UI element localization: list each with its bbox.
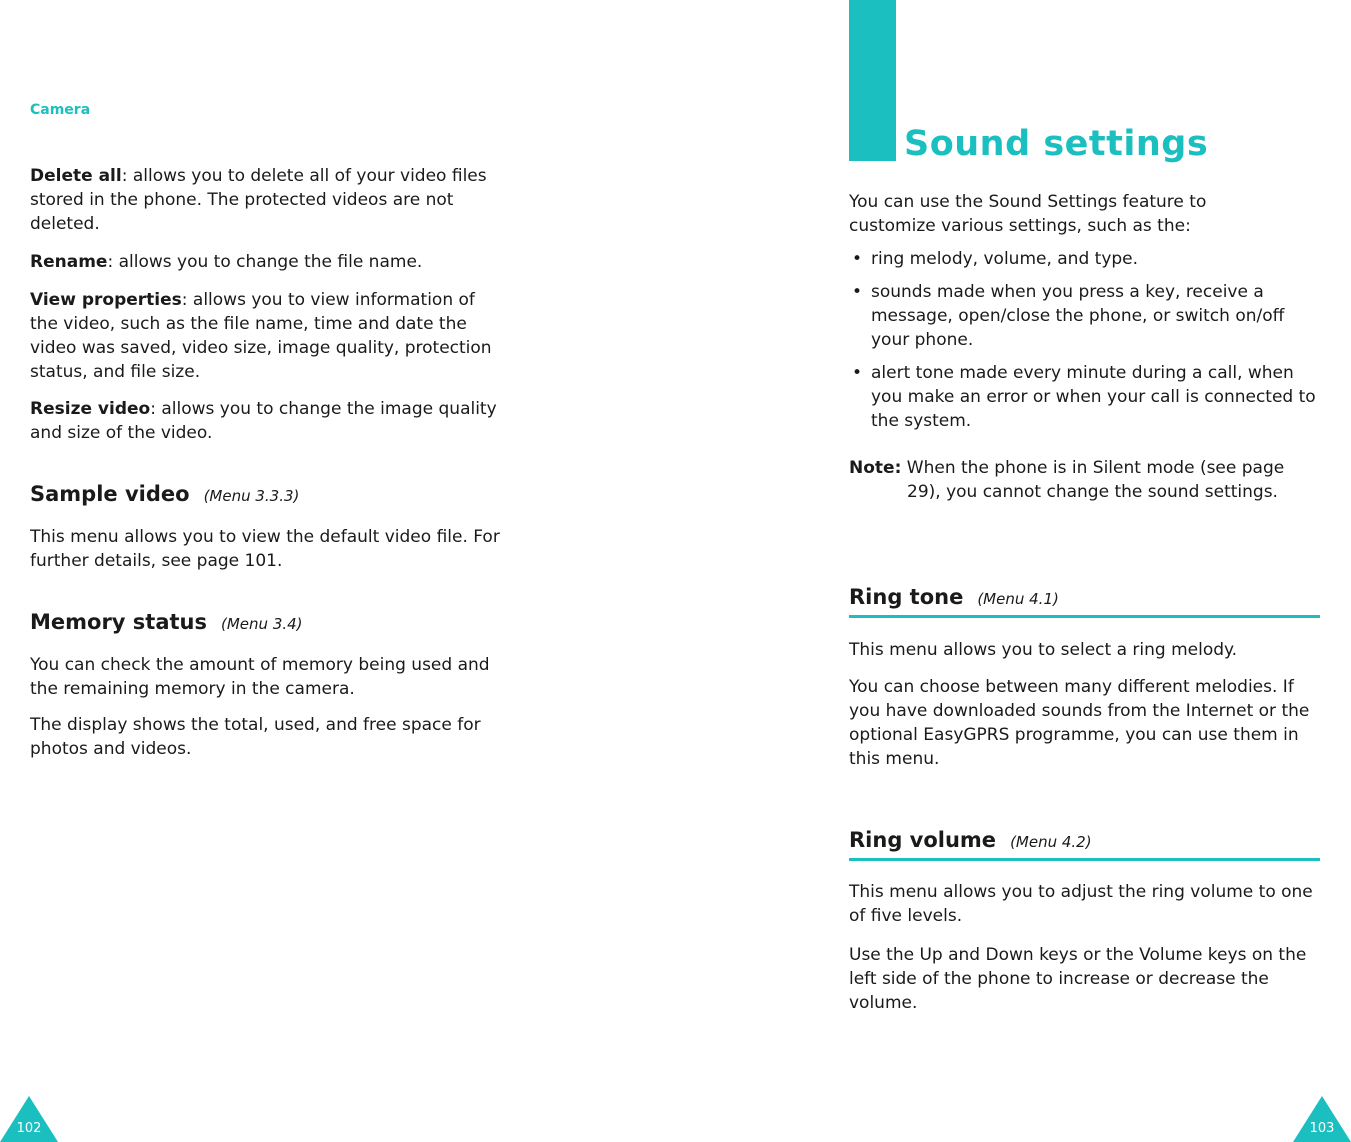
bullet-text: sounds made when you press a key, receive a message, open/close the phone, or switch on/off your phone.	[871, 282, 1285, 350]
section-rule	[849, 615, 1320, 618]
paragraph-delete-all	[30, 164, 500, 236]
paragraph-rename	[30, 250, 500, 274]
text-rename: : allows you to change the file name.	[107, 252, 423, 272]
menu-ref-ring-tone: (Menu 4.1)	[977, 590, 1059, 608]
page-number-right: 103	[1309, 1121, 1335, 1136]
heading-memory-status	[30, 608, 303, 638]
bullet-dot: •	[852, 249, 863, 269]
note-block	[849, 456, 1309, 504]
chapter-accent-bar	[849, 0, 896, 161]
page-number-tab-right	[1293, 1096, 1351, 1142]
heading-ring-volume-title: Ring volume	[849, 828, 997, 852]
note-label: Note:	[849, 458, 902, 478]
text-delete-all: : allows you to delete all of your video files stored in the phone. The protected videos are not deleted.	[30, 166, 487, 234]
paragraph-ring-tone-2: You can choose between many different melodies. If you have downloaded sounds from the Internet or the optional EasyGPRS programme, you can use them in this menu.	[849, 677, 1310, 769]
page-number-tab-left	[0, 1096, 58, 1142]
section-header: Camera	[30, 102, 91, 118]
bullet-text: alert tone made every minute during a call, when you make an error or when your call is connected to the system.	[871, 363, 1316, 431]
note-text: When the phone is in Silent mode (see page 29), you cannot change the sound settings.	[901, 458, 1285, 502]
heading-sample-video	[30, 480, 299, 510]
page-number-left: 102	[16, 1121, 42, 1136]
term-resize-video: Resize video	[30, 399, 151, 419]
text-resize-video: : allows you to change the image quality and size of the video.	[30, 399, 497, 443]
term-delete-all: Delete all	[30, 166, 122, 186]
heading-memory-status-title: Memory status	[30, 610, 208, 634]
bullet-dot: •	[852, 282, 863, 302]
menu-ref-ring-volume: (Menu 4.2)	[1010, 833, 1092, 851]
menu-ref-memory-status: (Menu 3.4)	[221, 615, 303, 633]
paragraph-memory-status-1: You can check the amount of memory being used and the remaining memory in the camera.	[30, 655, 490, 699]
paragraph-ring-volume-2: Use the Up and Down keys or the Volume keys on the left side of the phone to increase or decrease the volume.	[849, 945, 1307, 1013]
term-rename: Rename	[30, 252, 108, 272]
paragraph-sample-video: This menu allows you to view the default video file. For further details, see page 101.	[30, 527, 500, 571]
term-view-properties: View properties	[30, 290, 182, 310]
bullet-item	[849, 361, 1319, 433]
left-page	[0, 0, 675, 1142]
section-rule	[849, 858, 1320, 861]
bullet-text: ring melody, volume, and type.	[871, 249, 1139, 269]
bullet-item	[849, 247, 1319, 271]
text-view-properties: : allows you to view information of the video, such as the file name, time and date the video was saved, video size, image quality, protection status, and file size.	[30, 290, 492, 382]
bullet-item	[849, 280, 1319, 352]
right-page	[675, 0, 1351, 1142]
heading-ring-tone-title: Ring tone	[849, 585, 964, 609]
bullet-dot: •	[852, 363, 863, 383]
paragraph-memory-status-2: The display shows the total, used, and free space for photos and videos.	[30, 715, 481, 759]
menu-ref-sample-video: (Menu 3.3.3)	[203, 487, 300, 505]
paragraph-resize-video	[30, 397, 500, 445]
paragraph-intro: You can use the Sound Settings feature to customize various settings, such as the:	[849, 192, 1207, 236]
paragraph-ring-volume-1: This menu allows you to adjust the ring volume to one of five levels.	[849, 882, 1313, 926]
heading-ring-tone	[849, 583, 1059, 613]
chapter-title: Sound settings	[904, 124, 1209, 164]
paragraph-ring-tone-1: This menu allows you to select a ring melody.	[849, 640, 1238, 660]
heading-ring-volume	[849, 826, 1092, 856]
paragraph-view-properties	[30, 288, 502, 384]
heading-sample-video-title: Sample video	[30, 482, 190, 506]
